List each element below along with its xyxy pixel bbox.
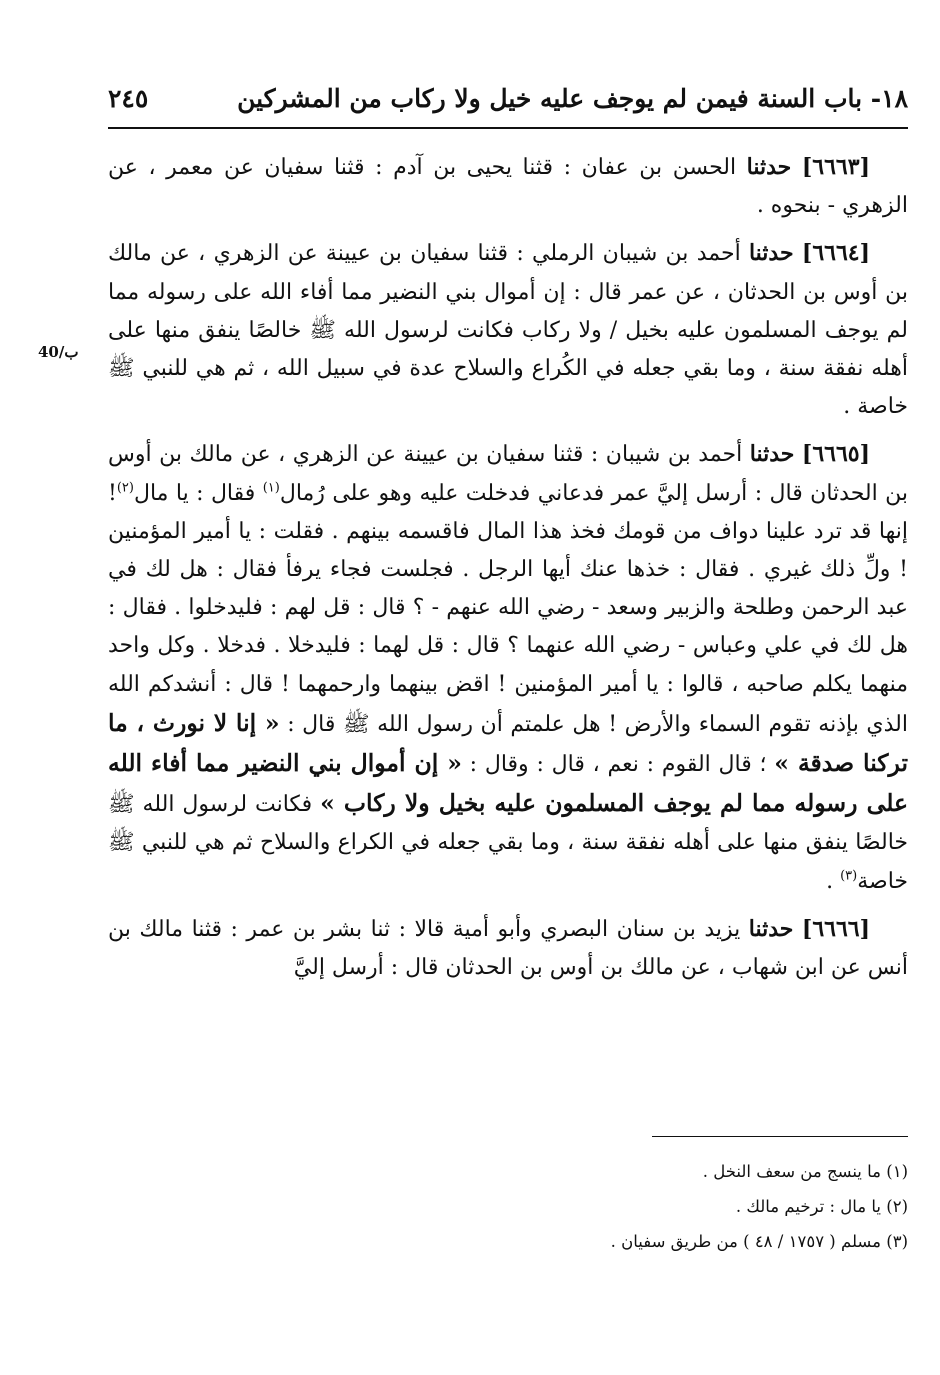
hadith-lead: حدثنا	[746, 154, 792, 180]
hadith-6665	[108, 435, 908, 900]
page-header	[108, 78, 908, 124]
hadith-lead: حدثنا	[748, 915, 794, 942]
main-text	[108, 148, 908, 996]
prophetic-quote: « إن أموال بني النضير مما أفاء الله على رسوله مما لم يوجف المسلمون عليه بخيل ولا ركاب »	[108, 749, 908, 818]
hadith-number: [٦٦٦٥]	[801, 441, 870, 468]
hadith-number: [٦٦٦٣]	[801, 154, 870, 180]
hadith-text: أحمد بن شيبان : قثنا سفيان بن عيينة عن الزهري ، عن مالك بن أوس بن الحدثان قال : أرسل إليَّ عمر فدعاني فدخلت عليه وهو على رُمال	[108, 442, 908, 506]
hadith-text: أحمد بن شيبان الرملي : قثنا سفيان بن عيينة عن الزهري ، عن مالك بن أوس بن الحدثان ، عن عمر قال : إن أموال بني النضير مما أفاء الله على رسوله مما لم يوجف المسلمون عليه بخيل / ولا ركاب فكانت لرسول الله ﷺ خالصًا ينفق منها على أهله نفقة سنة ، وما بقي جعله في الكُراع والسلاح عدة في سبيل الله ، ثم هي للنبي ﷺ خاصة .	[108, 241, 908, 420]
footnote-rule	[652, 1136, 908, 1137]
footnote-ref-1[interactable]: (١)	[262, 480, 280, 496]
hadith-lead: حدثنا	[749, 441, 795, 468]
hadith-6666	[108, 910, 908, 987]
hadith-6664	[108, 234, 908, 426]
hadith-lead: حدثنا	[748, 240, 794, 267]
footnote-2: (٢) يا مال : ترخيم مالك .	[735, 1197, 908, 1216]
hadith-6663	[108, 148, 908, 225]
hadith-text: فكانت لرسول الله ﷺ خالصًا ينفق منها على أهله نفقة سنة ، وما بقي جعله في الكراع والسلاح ثم هي للنبي ﷺ خاصة	[108, 792, 908, 894]
hadith-text: ؛ قال القوم : نعم ، قال : وقال :	[461, 752, 775, 778]
footnote-ref-3[interactable]: (٣)	[840, 868, 858, 884]
hadith-text: الحسن بن عفان : قثنا يحيى بن آدم : قثنا سفيان عن معمر ، عن الزهري - بنحوه .	[108, 155, 908, 219]
running-title: ١٨- باب السنة فيمن لم يوجف عليه خيل ولا ركاب من المشركين	[237, 84, 908, 113]
hadith-text: ! إنها قد ترد علينا دواف من قومك فخذ هذا المال فاقسمه بينهم . فقلت : يا أمير المؤمنين ! ولِّ ذلك غيري . فقال : خذها عنك أيها الرجل . فجلست فجاء يرفأ فقال : هل لك في عبد الرحمن وطلحة والزبير وسعد - رضي الله عنهم - ؟ قال : قل لهم : فليدخلوا . فقال : هل لك في علي وعباس - رضي الله عنهما ؟ قال : قل لهما : فليدخلا . فدخلا . وكل واحد منهما يكلم صاحبه ، قالوا : يا أمير المؤمنين ! اقض بينهما وارحمهما ! قال : أنشدكم الله الذي بإذنه تقوم السماء والأرض ! هل علمتم أن رسول الله ﷺ قال :	[108, 480, 908, 737]
hadith-number: [٦٦٦٦]	[801, 915, 870, 942]
footnote-1: (١) ما ينسج من سعف النخل .	[702, 1162, 908, 1181]
page-number: ٢٤٥	[108, 84, 149, 113]
footnotes	[300, 1154, 908, 1259]
prophetic-quote: « إنا لا نورث ، ما تركنا صدقة »	[108, 708, 908, 778]
header-rule	[108, 127, 908, 129]
hadith-text: فقال : يا مال	[133, 480, 263, 506]
margin-folio-note: 40/ب	[38, 343, 79, 361]
footnote-3: (٣) مسلم ( ١٧٥٧ / ٤٨ ) من طريق سفيان .	[610, 1232, 908, 1251]
footnote-ref-2[interactable]: (٢)	[116, 480, 134, 496]
hadith-number: [٦٦٦٤]	[801, 240, 870, 267]
hadith-text: يزيد بن سنان البصري وأبو أمية قالا : ثنا بشر بن عمر : قثنا مالك بن أنس عن ابن شهاب ، عن مالك بن أوس بن الحدثان قال : أرسل إليَّ	[108, 916, 908, 981]
hadith-text: .	[826, 868, 841, 894]
